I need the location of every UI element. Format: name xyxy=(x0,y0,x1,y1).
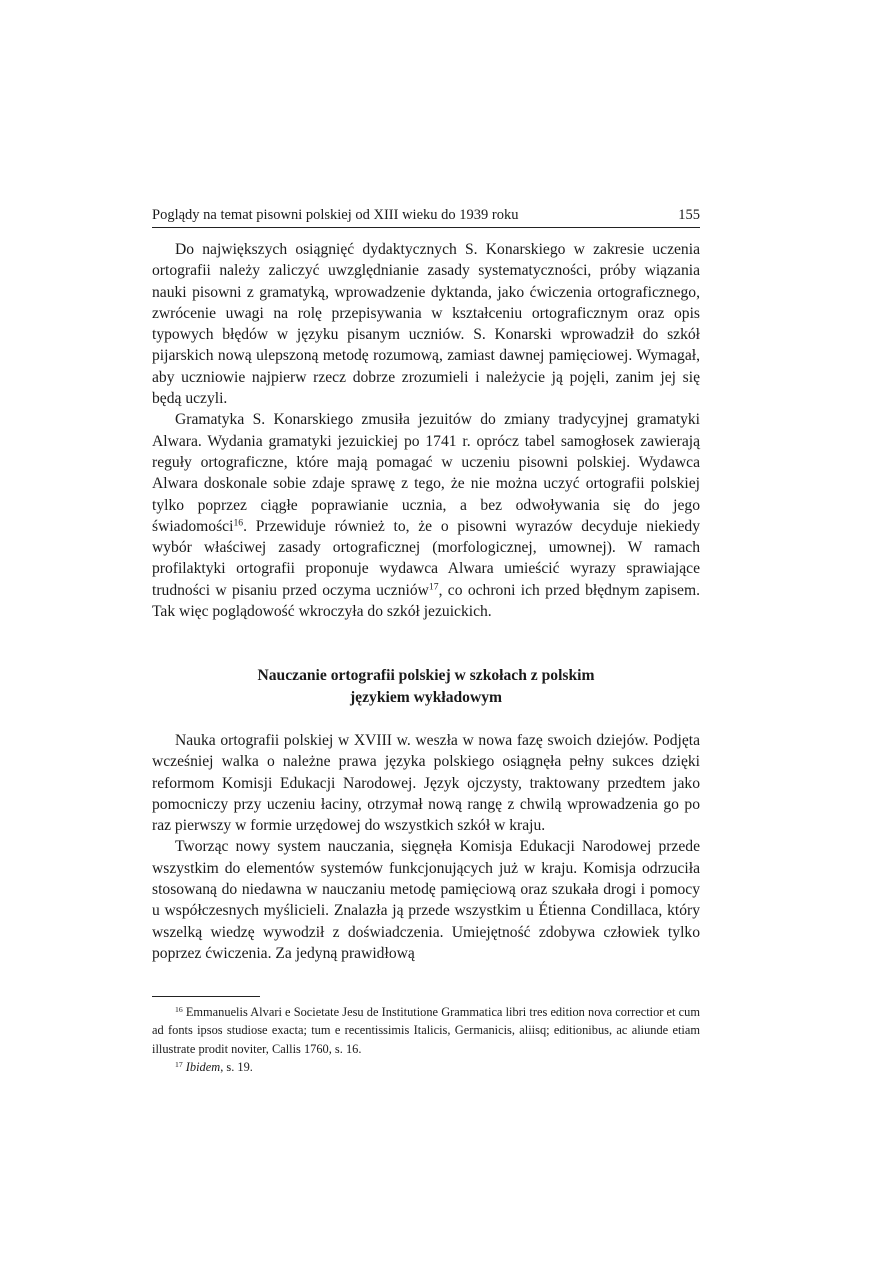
paragraph-2 xyxy=(152,409,700,622)
footnote-16-text: Emmanuelis Alvari e Societate Jesu de Institutione Grammatica libri tres edition nova correctior et cum ad fonts ipsos studiose exacta; tum e recentissimis Italicis, Germanicis, aliisq; editionibus, ac aliunde etiam illustrate prodit noviter, Callis 1760, s. 16. xyxy=(152,1005,700,1056)
footnote-16-mark: 16 xyxy=(175,1004,183,1014)
footnotes xyxy=(152,1003,700,1076)
section-heading xyxy=(152,665,700,708)
running-header xyxy=(152,205,700,228)
footnote-17-ibidem: Ibidem xyxy=(185,1059,221,1074)
footnote-ref-16[interactable]: 16 xyxy=(233,517,244,529)
body-text xyxy=(152,239,700,964)
footnote-17 xyxy=(152,1058,700,1076)
footnote-ref-17[interactable]: 17 xyxy=(428,581,439,593)
page-number: 155 xyxy=(678,207,700,223)
paragraph-2-part-a: Gramatyka S. Konarskiego zmusiła jezuitów do zmiany tradycyjnej gramatyki Alwara. Wydania gramatyki jezuickiej po 1741 r. oprócz tabel samogłosek zawierają reguły ortograficzne, które mają pomagać w uczeniu pisowni polskiej. Wydawca Alwara doskonale sobie zdaje sprawę z tego, że nie można uczyć ortografii polskiej tylko poprzez ciągłe poprawianie ucznia, a bez odwoływania się do jego świadomości xyxy=(152,411,700,535)
footnote-17-mark: 17 xyxy=(175,1059,183,1069)
paragraph-1: Do największych osiągnięć dydaktycznych S. Konarskiego w zakresie uczenia ortografii należy zaliczyć uwzględnianie zasady systematyczności, próby wiązania nauki pisowni z gramatyką, wprowadzenie dyktanda, jako ćwiczenia ortograficznego, zwrócenie uwagi na rolę przepisywania w kształceniu ortograficznym oraz opis typowych błędów w języku pisanym uczniów. S. Konarski wprowadził do szkół pijarskich nową ulepszoną metodę rozumową, zamiast dawnej pamięciowej. Wymagał, aby uczniowie najpierw rzecz dobrze zrozumieli i należycie ją pojęli, zanim jej się będą uczyli. xyxy=(152,241,700,408)
section-heading-line-2: językiem wykładowym xyxy=(349,688,503,706)
footnote-16 xyxy=(152,1003,700,1058)
paragraph-2-part-b: . Przewiduje również to, że o pisowni wyrazów decyduje niekiedy wybór właściwej zasady ortograficznej (morfologicznej, umownej). W ramach profilaktyki ortografii proponuje wydawca Alwara umieścić wyrazy sprawiające trudności w pisaniu przed oczyma uczniów xyxy=(152,517,700,599)
paragraph-3: Nauka ortografii polskiej w XVIII w. weszła w nowa fazę swoich dziejów. Podjęta wcześniej walka o należne prawa języka polskiego osiągnęła pełny sukces dzięki reformom Komisji Edukacji Narodowej. Język ojczysty, traktowany przedtem jako pomocniczy przy uczeniu łaciny, otrzymał nową rangę z chwilą wprowadzenia go po raz pierwszy w formie urzędowej do wszystkich szkół w kraju. xyxy=(152,731,700,835)
footnote-separator xyxy=(152,996,260,997)
paragraph-4: Tworząc nowy system nauczania, sięgnęła Komisja Edukacji Narodowej przede wszystkim do elementów systemów funkcjonujących już w kraju. Komisja odrzuciła stosowaną do niedawna w nauczaniu metodę pamięciową oraz szukała drogi i pomocy u współczesnych myślicieli. Znalazła ją przede wszystkim u Étienna Condillaca, który wszelką wiedzę wywodził z doświadczenia. Umiejętność zdobywa człowiek tylko poprzez ćwiczenia. Za jedyną prawidłową xyxy=(152,838,700,962)
running-title: Poglądy na temat pisowni polskiej od XIII wieku do 1939 roku xyxy=(152,207,519,223)
section-heading-line-1: Nauczanie ortografii polskiej w szkołach z polskim xyxy=(257,667,595,685)
footnote-17-text: , s. 19. xyxy=(220,1059,253,1074)
paragraph-2-part-c: , co ochroni ich przed błędnym zapisem. Tak więc poglądowość wkroczyła do szkół jezuickich. xyxy=(152,581,700,621)
